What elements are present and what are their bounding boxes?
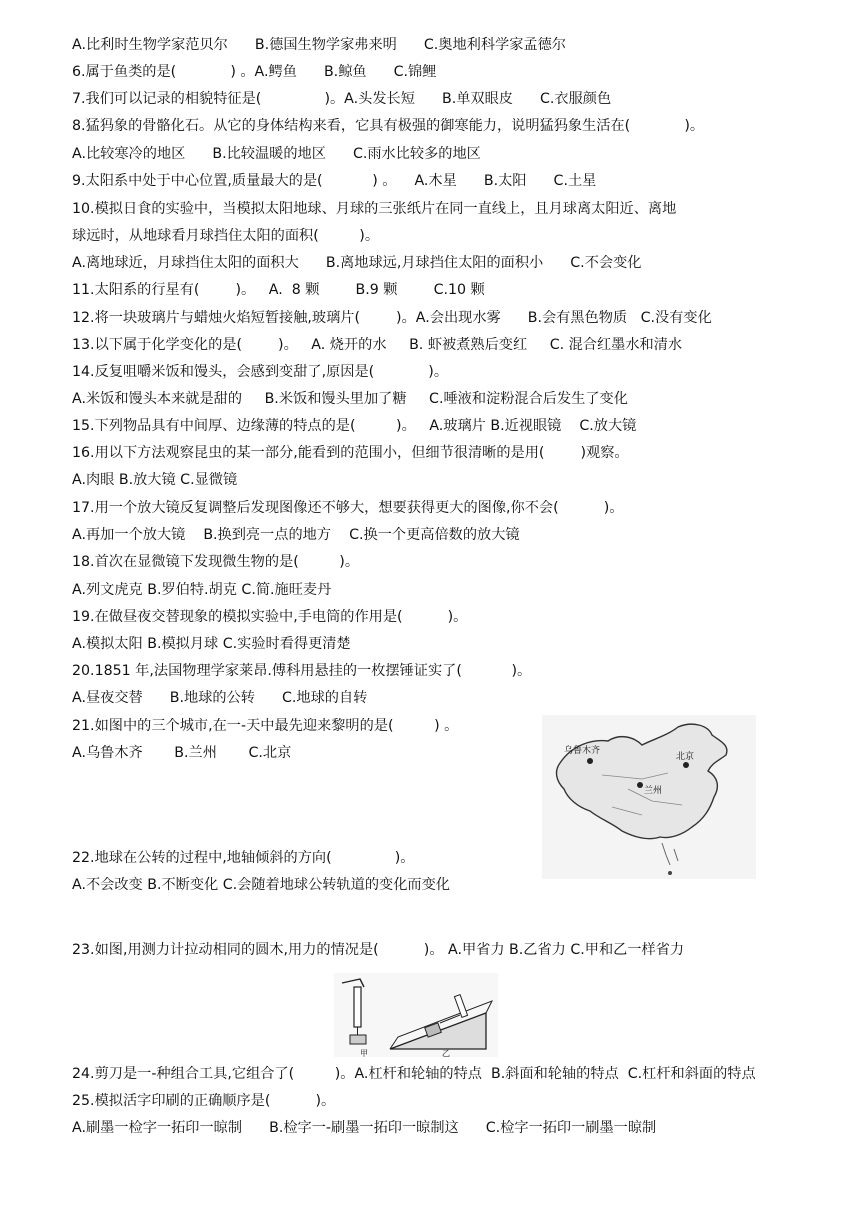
question-24: 24.剪刀是一-种组合工具,它组合了( )。A.杠杆和轮轴的特点 B.斜面和轮轴的特点 C.杠杆和斜面的特点 bbox=[72, 1066, 756, 1082]
incline-experiment-figure bbox=[334, 973, 498, 1057]
question-19: 19.在做昼夜交替现象的模拟实验中,手电筒的作用是( )。 bbox=[72, 609, 468, 625]
question-6: 6.属于鱼类的是( ) 。A.鳄鱼 B.鲸鱼 C.锦鲤 bbox=[72, 64, 437, 80]
question-14: 14.反复咀嚼米饭和馒头，会感到变甜了,原因是( )。 bbox=[72, 364, 449, 380]
question-18: 18.首次在显微镜下发现微生物的是( )。 bbox=[72, 554, 360, 570]
question-8-options: A.比较寒冷的地区 B.比较温暖的地区 C.雨水比较多的地区 bbox=[72, 146, 481, 162]
question-12: 12.将一块玻璃片与蜡烛火焰短暂接触,玻璃片( )。A.会出现水雾 B.会有黑色物质 C.没有变化 bbox=[72, 310, 712, 326]
figure-label-yi: 乙 bbox=[442, 1049, 450, 1057]
question-18-options: A.列文虎克 B.罗伯特.胡克 C.简.施旺麦丹 bbox=[72, 582, 332, 598]
question-16-options: A.肉眼 B.放大镜 C.显微镜 bbox=[72, 472, 238, 488]
question-17-options: A.再加一个放大镜 B.换到亮一点的地方 C.换一个更高倍数的放大镜 bbox=[72, 527, 520, 543]
question-9: 9.太阳系中处于中心位置,质量最大的是( ) 。 A.木星 B.太阳 C.土星 bbox=[72, 173, 597, 189]
question-16: 16.用以下方法观察昆虫的某一部分,能看到的范围小，但细节很清晰的是用( )观察。 bbox=[72, 445, 629, 461]
china-map-figure bbox=[542, 715, 756, 879]
question-11: 11.太阳系的行星有( )。 A. 8 颗 B.9 颗 C.10 颗 bbox=[72, 282, 485, 298]
text-line: A.比利时生物学家范贝尔 B.德国生物学家弗来明 C.奥地利科学家孟德尔 bbox=[72, 37, 566, 53]
map-label-lanzhou: 兰州 bbox=[644, 786, 663, 796]
question-22-options: A.不会改变 B.不断变化 C.会随着地球公转轨道的变化而变化 bbox=[72, 877, 450, 893]
question-8: 8.猛犸象的骨骼化石。从它的身体结构来看，它具有极强的御寒能力，说明猛犸象生活在( )。 bbox=[72, 118, 705, 134]
map-label-beijing: 北京 bbox=[676, 752, 695, 762]
question-7: 7.我们可以记录的相貌特征是( )。A.头发长短 B.单双眼皮 C.衣服颜色 bbox=[72, 91, 612, 107]
question-13: 13.以下属于化学变化的是( )。 A. 烧开的水 B. 虾被煮熟后变红 C. 混合红墨水和清水 bbox=[72, 337, 683, 353]
question-21-options: A.乌鲁木齐 B.兰州 C.北京 bbox=[72, 745, 292, 761]
question-15: 15.下列物品具有中间厚、边缘薄的特点的是( )。 A.玻璃片 B.近视眼镜 C.放大镜 bbox=[72, 418, 637, 434]
question-17: 17.用一个放大镜反复调整后发现图像还不够大，想要获得更大的图像,你不会( )。 bbox=[72, 500, 624, 516]
question-23: 23.如图,用测力计拉动相同的圆木,用力的情况是( )。 A.甲省力 B.乙省力 C.甲和乙一样省力 bbox=[72, 942, 685, 958]
force-meter-icon bbox=[334, 973, 498, 1057]
question-22: 22.地球在公转的过程中,地轴倾斜的方向( )。 bbox=[72, 850, 415, 866]
china-map-icon bbox=[542, 715, 756, 879]
question-20-options: A.昼夜交替 B.地球的公转 C.地球的自转 bbox=[72, 690, 368, 706]
figure-label-jia: 甲 bbox=[360, 1049, 368, 1057]
question-21: 21.如图中的三个城市,在一-天中最先迎来黎明的是( ) 。 bbox=[72, 718, 459, 734]
question-20: 20.1851 年,法国物理学家莱昂.傅科用悬挂的一枚摆锤证实了( )。 bbox=[72, 663, 532, 679]
question-14-options: A.米饭和馒头本来就是甜的 B.米饭和馒头里加了糖 C.唾液和淀粉混合后发生了变化 bbox=[72, 391, 628, 407]
question-10-options: A.离地球近，月球挡住太阳的面积大 B.离地球远,月球挡住太阳的面积小 C.不会变化 bbox=[72, 255, 642, 271]
question-25: 25.模拟活字印刷的正确顺序是( )。 bbox=[72, 1093, 336, 1109]
question-10-cont: 球远时，从地球看月球挡住太阳的面积( )。 bbox=[72, 228, 380, 244]
question-25-options: A.刷墨一检字一拓印一晾制 B.检字一-刷墨一拓印一晾制这 C.检字一拓印一刷墨一晾制 bbox=[72, 1120, 657, 1136]
question-19-options: A.模拟太阳 B.模拟月球 C.实验时看得更清楚 bbox=[72, 636, 351, 652]
map-label-urumqi: 乌鲁木齐 bbox=[564, 746, 601, 756]
question-10: 10.模拟日食的实验中，当模拟太阳地球、月球的三张纸片在同一直线上，且月球离太阳近、离地 bbox=[72, 201, 677, 217]
